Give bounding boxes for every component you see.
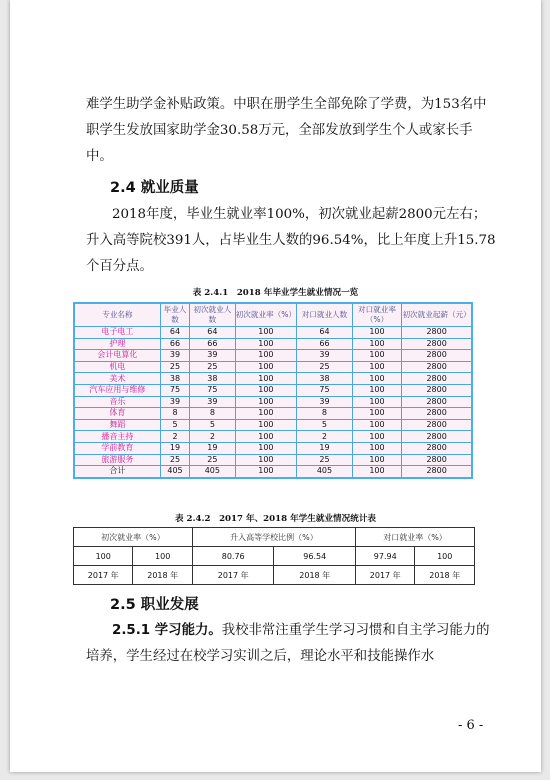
cell: 64 (190, 327, 235, 339)
col-initial-rate: 初次就业率（%） (235, 303, 297, 327)
cell-year: 2017 年 (356, 566, 415, 585)
cell: 2800 (402, 361, 472, 373)
cell: 8 (297, 408, 353, 420)
col-major: 专业名称 (74, 303, 160, 327)
cell: 2800 (402, 419, 472, 431)
years-row (74, 566, 475, 585)
cell: 2800 (402, 466, 472, 478)
cell: 25 (160, 454, 189, 466)
cell: 8 (160, 408, 189, 420)
cell: 100 (133, 547, 192, 566)
cell: 100 (235, 373, 297, 385)
col-graduates: 毕业人数 (160, 303, 189, 327)
cell: 75 (297, 384, 353, 396)
cell: 66 (190, 338, 235, 350)
cell: 25 (297, 361, 353, 373)
cell: 66 (297, 338, 353, 350)
cell: 25 (190, 454, 235, 466)
group-matched-rate: 对口就业率（%） (356, 528, 475, 547)
cell: 64 (160, 327, 189, 339)
cell: 38 (160, 373, 189, 385)
cell: 5 (190, 419, 235, 431)
cell: 19 (297, 442, 353, 454)
cell: 100 (235, 442, 297, 454)
cell: 8 (190, 408, 235, 420)
cell-major: 音乐 (74, 396, 160, 408)
cell: 25 (297, 454, 353, 466)
cell: 100 (352, 350, 401, 362)
cell-year: 2018 年 (133, 566, 192, 585)
cell-year: 2017 年 (192, 566, 274, 585)
table-row (74, 396, 472, 408)
cell: 2800 (402, 408, 472, 420)
col-initial-employed: 初次就业人数 (190, 303, 235, 327)
cell-major: 体育 (74, 408, 160, 420)
learning-ability-text: 我校非常注重学生学习习惯和自主学习能力的培养，学生经过在校学习实训之后，理论水平和技能操作水 (86, 623, 490, 664)
cell: 100 (235, 338, 297, 350)
cell: 75 (160, 384, 189, 396)
cell-year: 2018 年 (415, 566, 475, 585)
table-header-row (74, 303, 472, 327)
cell: 100 (415, 547, 475, 566)
cell: 405 (190, 466, 235, 478)
table-row (74, 338, 472, 350)
cell-major: 旅游服务 (74, 454, 160, 466)
cell: 2800 (402, 384, 472, 396)
cell: 100 (235, 327, 297, 339)
cell-year: 2017 年 (74, 566, 133, 585)
cell: 100 (352, 408, 401, 420)
cell: 100 (352, 373, 401, 385)
col-matched-rate: 对口就业率（%） (352, 303, 401, 327)
cell-year: 2018 年 (274, 566, 356, 585)
table-row (74, 419, 472, 431)
cell: 25 (160, 361, 189, 373)
cell: 39 (190, 396, 235, 408)
cell: 100 (235, 361, 297, 373)
cell: 75 (190, 384, 235, 396)
cell: 19 (190, 442, 235, 454)
cell: 2800 (402, 327, 472, 339)
cell: 2800 (402, 373, 472, 385)
cell: 100 (235, 396, 297, 408)
table-row (74, 454, 472, 466)
section-heading-2-4: 2.4 就业质量 (110, 180, 199, 196)
cell: 97.94 (356, 547, 415, 566)
table-caption-2-4-2: 表 2.4.2 2017 年、2018 年学生就业情况统计表 (174, 514, 377, 524)
cell: 100 (235, 384, 297, 396)
subheading-2-5-1: 2.5.1 学习能力。 (112, 623, 222, 638)
cell: 100 (352, 338, 401, 350)
cell: 2800 (402, 396, 472, 408)
page-number: - 6 - (458, 718, 484, 733)
cell-total-label: 合计 (74, 466, 160, 478)
cell: 39 (297, 350, 353, 362)
table-caption-2-4-1: 表 2.4.1 2018 年毕业学生就业情况一览 (192, 288, 359, 298)
cell: 100 (352, 466, 401, 478)
cell: 38 (297, 373, 353, 385)
cell: 2800 (402, 454, 472, 466)
cell: 2800 (402, 442, 472, 454)
cell-major: 汽车应用与维修 (74, 384, 160, 396)
cell: 2 (297, 431, 353, 443)
cell: 96.54 (274, 547, 356, 566)
cell: 39 (297, 396, 353, 408)
cell: 100 (235, 431, 297, 443)
table-row (74, 431, 472, 443)
cell: 100 (235, 350, 297, 362)
table-row (74, 373, 472, 385)
group-higher-education-ratio: 升入高等学校比例（%） (192, 528, 355, 547)
paragraph-learning-ability (86, 618, 496, 670)
table-row (74, 350, 472, 362)
col-starting-salary: 初次就业起薪（元） (402, 303, 472, 327)
cell: 100 (352, 442, 401, 454)
cell: 405 (160, 466, 189, 478)
cell: 2 (190, 431, 235, 443)
cell: 100 (235, 419, 297, 431)
cell-major: 美术 (74, 373, 160, 385)
cell: 2800 (402, 350, 472, 362)
cell: 100 (352, 327, 401, 339)
cell: 100 (352, 419, 401, 431)
cell-major: 播音主持 (74, 431, 160, 443)
section-heading-2-5: 2.5 职业发展 (110, 597, 199, 613)
cell: 2800 (402, 338, 472, 350)
group-header-row (74, 528, 475, 547)
cell: 19 (160, 442, 189, 454)
cell: 5 (297, 419, 353, 431)
paragraph-employment: 2018年度，毕业生就业率100%，初次就业起薪2800元左右；升入高等院校391人，占毕业生人数的96.54%，比上年度上升15.78个百分点。 (86, 207, 496, 274)
table-row (74, 361, 472, 373)
cell: 100 (352, 384, 401, 396)
cell: 100 (235, 408, 297, 420)
employment-statistics-table (73, 527, 475, 585)
cell: 405 (297, 466, 353, 478)
cell: 100 (352, 431, 401, 443)
cell: 39 (160, 350, 189, 362)
col-matched-employed: 对口就业人数 (297, 303, 353, 327)
paragraph-subsidy: 难学生助学金补贴政策。中职在册学生全部免除了学费，为153名中职学生发放国家助学金30.58万元，全部发放到学生个人或家长手中。 (86, 97, 487, 164)
cell: 100 (352, 361, 401, 373)
cell: 2 (160, 431, 189, 443)
graduate-employment-table (73, 302, 473, 479)
cell-major: 舞蹈 (74, 419, 160, 431)
cell: 39 (160, 396, 189, 408)
cell: 100 (235, 454, 297, 466)
cell: 100 (235, 466, 297, 478)
values-row (74, 547, 475, 566)
cell: 100 (74, 547, 133, 566)
cell: 80.76 (192, 547, 274, 566)
cell-major: 学前教育 (74, 442, 160, 454)
cell-major: 机电 (74, 361, 160, 373)
cell-major: 会计电算化 (74, 350, 160, 362)
table-total-row (74, 466, 472, 478)
cell: 66 (160, 338, 189, 350)
document-page (10, 0, 541, 772)
cell: 39 (190, 350, 235, 362)
cell: 2800 (402, 431, 472, 443)
cell: 100 (352, 454, 401, 466)
table-row (74, 384, 472, 396)
table-row (74, 327, 472, 339)
table-row (74, 442, 472, 454)
table-row (74, 408, 472, 420)
group-initial-rate: 初次就业率（%） (74, 528, 193, 547)
cell: 38 (190, 373, 235, 385)
cell: 100 (352, 396, 401, 408)
cell-major: 电子电工 (74, 327, 160, 339)
cell: 5 (160, 419, 189, 431)
cell-major: 护理 (74, 338, 160, 350)
cell: 25 (190, 361, 235, 373)
cell: 64 (297, 327, 353, 339)
